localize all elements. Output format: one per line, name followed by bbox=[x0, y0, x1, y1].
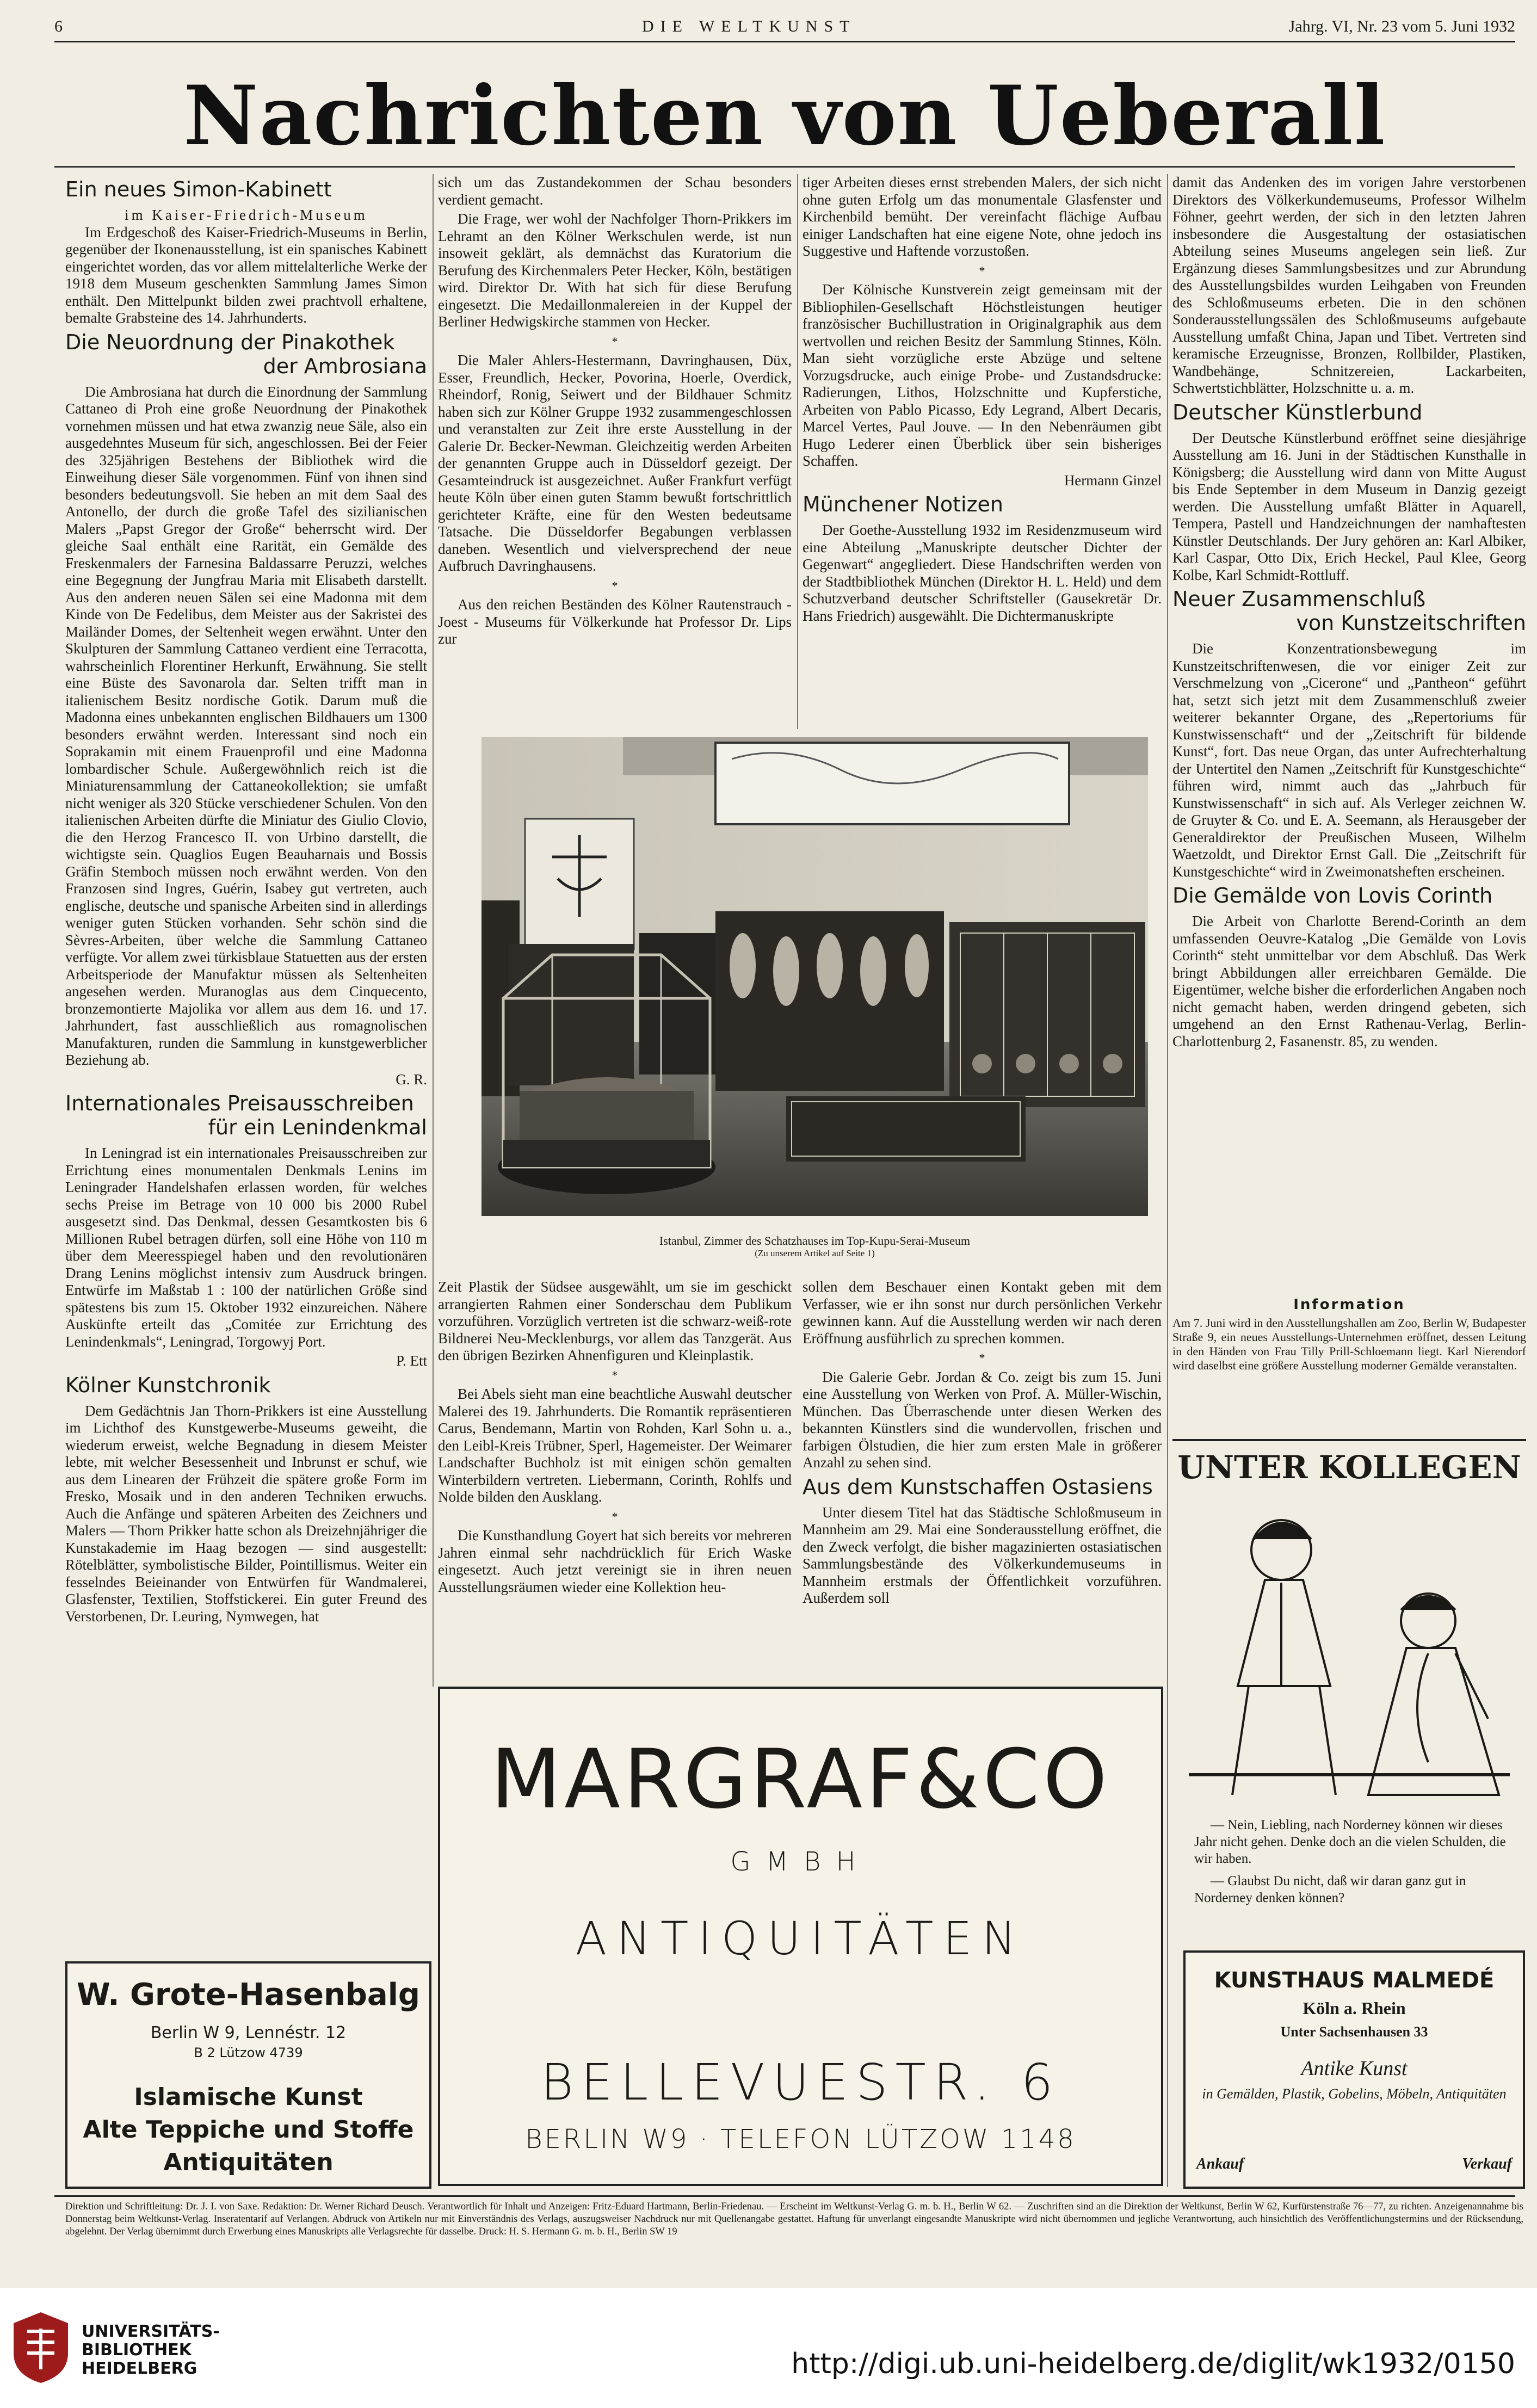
cartoon-title: UNTER KOLLEGEN bbox=[1177, 1449, 1521, 1486]
article-text: Dem Gedächtnis Jan Thorn-Prikkers ist eine Ausstellung im Lichthof des Kunstgewerbe-Museums geweiht, die wiederum erweist, welche Begnadung in diesem Meister lebte, mit welcher Besessenheit und Inbrunst er schuf, wie aus dem Linearen der Frühzeit die spätere große Form im Fresko, Mosaik und in den anderen Techniken erwuchs. Auch die Anfänge und späteren Arbeiten des Zeichners und Malers — Thorn Prikker hatte schon als Dreizehnjähriger die Kunstakademie im Haag bezogen — sind ausgestellt: Rötelblätter, symbolistische Bilder, Pointillismus. Weiter ein fesselndes Beieinander von Entwürfen für Wandmalerei, Glasfenster, Textilien, Stoffstickerei. Ein guter Freund des Verstorbenen, Dr. Leuring, Nymwegen, hat bbox=[65, 1402, 427, 1625]
article-text: Die Frage, wer wohl der Nachfolger Thorn-Prikkers im Lehramt an den Kölner Werkschulen werde, ist nun insoweit geklärt, als demnächst das Kuratorium die Berufung des Kirchenmalers Peter Hecker, Köln, bestätigen wird. Direktor Dr. With hat sich für diese Berufung eingesetzt. Die Medaillonmalereien in der Kuppel der Berliner Hedwigskirche stammen von Hecker. bbox=[438, 211, 792, 330]
article-text: Der Kölnische Kunstverein zeigt gemeinsam mit der Bibliophilen-Gesellschaft Höchstleistungen heutiger französischer Buchillustration in Originalgraphik aus dem wertvollen und reichen Besitz der Sammlung Stinnes, Köln. Man sieht vorzügliche erste Abzüge und seltene Vorzugsdrucke, auch einige Probe- und Zustandsdrucke: Radierungen, Lithos, Holzschnitte und Kupferstiche, Arbeiten von Pablo Picasso, Edy Legrand, Albert Decaris, Marcel Vertes, Paul Jouve. — In den Nebenräumen gibt Hugo Lederer einen Überblick über sein bisheriges Schaffen. bbox=[803, 281, 1162, 469]
article-text: Bei Abels sieht man eine beachtliche Auswahl deutscher Malerei des 19. Jahrhunderts. Die Romantik repräsentieren Carus, Bendemann, Martin von Rohden, Karl Sohn u. a., den Leibl-Kreis Trübner, Sperl, Hagemeister. Der Weimarer Landschafter Buchholz ist mit einigen schön gemalten Winterbildern vertreten. Liebermann, Corinth, Rohlfs und Nolde bilden den Ausklang. bbox=[438, 1386, 792, 1505]
cartoon-caption bbox=[1194, 1817, 1521, 1912]
ad-line: BERLIN W9 · TELEFON LÜTZOW 1148 bbox=[525, 2124, 1076, 2154]
article-signature: G. R. bbox=[396, 1071, 427, 1088]
title-line: für ein Lenindenkmal bbox=[208, 1115, 427, 1139]
caption-text: Istanbul, Zimmer des Schatzhauses im Top-Kupu-Serai-Museum bbox=[659, 1234, 971, 1248]
info-heading: Information bbox=[1293, 1296, 1405, 1313]
separator-star: * bbox=[612, 334, 618, 348]
library-name-line: BIBLIOTHEK bbox=[82, 2341, 192, 2360]
separator-star: * bbox=[612, 578, 618, 592]
source-url-link[interactable]: http://digi.ub.uni-heidelberg.de/diglit/wk1932/0150 bbox=[791, 2348, 1515, 2380]
separator-star: * bbox=[979, 1351, 985, 1364]
column-3-lower bbox=[803, 1279, 1162, 1687]
article-text: Die Kunsthandlung Goyert hat sich bereits vor mehreren Jahren einmal sehr nachdrücklich für Erich Waske eingesetzt. Auch jetzt vereinigt sie in ihren neuen Ausstellungsräumen wieder eine Kollektion heu- bbox=[438, 1527, 792, 1595]
article-title bbox=[65, 330, 427, 378]
running-head bbox=[54, 10, 1515, 42]
article-text: sollen dem Beschauer einen Kontakt geben mit dem Verfasser, wie er ihn sonst nur durch persönlichen Verkehr gewinnen kann. Auf die Ausstellung werden wir nach deren Eröffnung ausführlich zu sprechen kommen. bbox=[803, 1279, 1162, 1347]
cartoon-drawing bbox=[1172, 1490, 1526, 1806]
ad-line: B 2 Lützow 4739 bbox=[194, 2045, 303, 2060]
ad-kunsthaus-malmede bbox=[1183, 1950, 1525, 2189]
article-text: Die Ambrosiana hat durch die Einordnung der Sammlung Cattaneo di Proh eine große Neuordnung der Pinakothek vornehmen müssen und hat etwa zwanzig neue Säle, also ein ausgedehntes Museum für sich, angeschlossen. Bei der Feier des 325jährigen Bestehens der Bibliothek wird die Einweihung dieser Säle vorgenommen. Fünf von ihnen sind besonders bedeutungsvoll. Sie heben an mit dem Saal des Antonello, der durch die große Tafel des sizilianischen Malers „Papst Gregor der Große“ beherrscht wird. Der gleiche Saal enthält eine Rarität, ein Gemälde des Freskenmalers der Farnesina Baldassarre Peruzzi, welches eine Begegnung der Jungfrau Maria mit Elisabeth darstellt. Aus den anderen neuen Sälen sei eine Madonna mit dem Kinde von De Fedelibus, dem Meister aus der Sakristei des Mailänder Domes, der Seltenheit wegen erwähnt. Unter den Skulpturen der Sammlung Cattaneo verdient eine Terracotta, wahrscheinlich Florentiner Herkunft, Erwähnung. Sie stellt eine Büste des Savonarola dar. Selten trifft man in italienischem Besitz nordische Gotik. Darum muß die Madonna eines unbekannten englischen Bildhauers um 1300 besonders erwähnt werden. Interessant sind noch ein Soprakamin mit einem Frauenprofil und eine Madonna lombardischer Schule. Außergewöhnlich reich ist die Miniaturensammlung der Cattaneokollektion; sie umfaßt nicht weniger als 320 Stücke verschiedener Schulen. Von den italienischen Arbeiten dürfte die Miniatur des Giulio Clovio, die den Herzog Francesco II. von Urbino darstellt, die wichtigste sein. Quaglios Eugen Beauharnais und Bossis Gräfin Stemboch müssen noch erwähnt werden. Von den Franzosen sind Ingres, Guérin, Isabey gut vertreten, auch englische, deutsche und spanische Arbeiten sind in allerdings weniger guten Stücken vorhanden. Sehr schön sind die Sèvres-Arbeiten, über welche die Sammlung Cattaneo verfügte. Vor allem zwei türkisblaue Statuetten aus der ersten Arbeitsperiode der Manufaktur müssen als Seltenheiten angesehen werden. Muranoglas aus dem Cinquecento, bronzemontierte Majolika vor allem aus dem 16. und 17. Jahrhundert, fast ausschließlich aus romagnolischen Manufakturen, runden die Sammlung in kunstgewerblicher Beziehung ab. bbox=[65, 383, 427, 1068]
cartoon-unter-kollegen bbox=[1172, 1439, 1526, 1942]
article-title: Ein neues Simon-Kabinett bbox=[65, 177, 332, 201]
header-rule bbox=[54, 41, 1515, 42]
title-line: Neuer Zusammenschluß bbox=[1172, 587, 1426, 611]
ad-line: GMBH bbox=[730, 1847, 871, 1877]
article-text: tiger Arbeiten dieses ernst strebenden Malers, der sich nicht ohne guten Erfolg um das monumentale Glasfenster und Kirchenbild bemüht. Der vereinfacht flächige Aufbau einiger Landschaften hat eine eigene Note, ohne jedoch ins Suggestive und Haftende vorzustoßen. bbox=[803, 174, 1162, 259]
ad-line: ANTIQUITÄTEN bbox=[575, 1912, 1026, 1965]
library-name-line: UNIVERSITÄTS- bbox=[82, 2322, 220, 2341]
article-text: Unter diesem Titel hat das Städtische Schloßmuseum in Mannheim am 29. Mai eine Sonderausstellung eröffnet, die den Zweck verfolgt, die bisher magazinierten ostasiatischen Sammlungsbestände des Völkerkundemuseums in Mannheim erstmals der Öffentlichkeit vorzuführen. Außerdem soll bbox=[803, 1504, 1162, 1606]
title-line: von Kunstzeitschriften bbox=[1296, 611, 1526, 635]
photo-caption bbox=[482, 1234, 1148, 1259]
article-text: Im Erdgeschoß des Kaiser-Friedrich-Museums in Berlin, gegenüber der Ikonenausstellung, ist ein spanisches Kabinett eingerichtet worden, das vor allem mittelalterliche Werke der 1918 dem Museum geschenkten Sammlung James Simon enthält. Den Mittelpunkt bilden zwei prachtvoll erhaltene, bemalte Grabsteine des 14. Jahrhunderts. bbox=[65, 224, 427, 326]
article-title: Kölner Kunstchronik bbox=[65, 1373, 271, 1397]
article-text: Der Goethe-Ausstellung 1932 im Residenzmuseum wird eine Abteilung „Manuskripte deutscher Dichter der Gegenwart“ angegliedert. Diese Handschriften werden von der Stadtbibliothek München (Direktor H. L. Held) und dem Schutzverband deutscher Schriftsteller (Gausekretär Dr. Hans Friedrich) ausgewählt. Die Dichtermanuskripte bbox=[803, 522, 1162, 624]
ad-line: Ankauf bbox=[1196, 2156, 1244, 2172]
ad-line: Antike Kunst bbox=[1301, 2057, 1408, 2080]
article-text: In Leningrad ist ein internationales Preisausschreiben zur Errichtung eines monumentalen Denkmals Lenins im Leningrader Handelshafen erlassen worden, für welches sechs Preise im Betrage von 10 000 bis 2000 Rubel ausgesetzt sind. Das Denkmal, dessen Gesamtkosten bis 6 Millionen Rubel betragen dürfen, soll eine Höhe von 110 m über dem Meeresspiegel haben und den revolutionären Drang Lenins möglichst intensiv zum Ausdruck bringen. Entwürfe im Maßstab 1 : 100 der natürlichen Größe sind spätestens bis zum 15. Oktober 1932 einzureichen. Nähere Auskünfte erteilt das „Comitée zur Errichtung des Lenindenkmals“, Leningrad, Torgowyj Port. bbox=[65, 1145, 427, 1350]
footer-rule bbox=[54, 2195, 1515, 2197]
article-text: Die Konzentrationsbewegung im Kunstzeitschriftenwesen, die vor einiger Zeit zur Verschmelzung von „Cicerone“ und „Pantheon“ geführt hat, setzt sich jetzt mit dem Zusammenschluß zweier weiterer bekannter Organe, des „Repertoriums für Kunstwissenschaft“ und der „Zeitschrift für bildende Kunst“, fort. Das neue Organ, das unter Aufrechterhaltung der Untertitel den Namen „Zeitschrift für Kunstgeschichte“ führen wird, nimmt auch das „Jahrbuch für Kunstwissenschaft“ in sich auf. Als Verleger zeichnen W. de Gruyter & Co. und E. A. Seemann, als Herausgeber der Generaldirektor der Preußischen Museen, Wilhelm Waetzoldt, und Direktor Ernst Gall. Die „Zeitschrift für Kunstgeschichte“ wird in Zweimonatsheften erscheinen. bbox=[1172, 640, 1526, 880]
issue-info: Jahrg. VI, Nr. 23 vom 5. Juni 1932 bbox=[1288, 17, 1515, 35]
column-divider bbox=[1167, 174, 1168, 2187]
article-title: Die Gemälde von Lovis Corinth bbox=[1172, 884, 1493, 907]
article-text: Die Maler Ahlers-Hestermann, Davringhausen, Düx, Esser, Freundlich, Hecker, Povorina, Hoerle, Overdick, Rheindorf, Ronig, Seiwert und der Bildhauer Schmitz haben sich zur Kölner Gruppe 1932 zusammengeschlossen und veranstalten zur Zeit ihre erste Ausstellung in der Galerie Dr. Becker-Newman. Gleichzeitig werden Arbeiten der genannten Gruppe auch in Düsseldorf gezeigt. Der Gesamteindruck ist ausgezeichnet. Außer Frankfurt verfügt heute Köln über einen guten Stamm bewußt fortschrittlich gerichteter Kräfte, eine für den Westen bedeutsame Tatsache. Die Düsseldorfer Begabungen verblassen daneben. Wesentlich und vielversprechend der neue Aufbruch Davringhausens. bbox=[438, 352, 792, 574]
ad-line: KUNSTHAUS MALMEDÉ bbox=[1214, 1968, 1495, 1993]
library-footer bbox=[0, 2288, 1537, 2408]
cartoon-line: — Nein, Liebling, nach Norderney können wir dieses Jahr nicht gehen. Denke doch an die vielen Schulden, die wir haben. bbox=[1194, 1818, 1506, 1866]
ad-line: MARGRAF&CO bbox=[490, 1732, 1111, 1827]
ad-line: BELLEVUESTR. 6 bbox=[540, 2053, 1061, 2111]
article-text: Die Galerie Gebr. Jordan & Co. zeigt bis zum 15. Juni eine Ausstellung von Werken von Prof. A. Müller-Wischin, München. Das Überraschende unter diesen Werken des bekannten Künstlers sind die wundervollen, frischen und farbigen Ölstudien, die hier zum ersten Male in größerer Anzahl zu sehen sind. bbox=[803, 1368, 1162, 1471]
article-text: Zeit Plastik der Südsee ausgewählt, um sie im geschickt arrangierten Rahmen einer Sonderschau dem Publikum vorzuführen. Vorzüglich vertreten ist die schwarz-weiß-rote Bildnerei Neu-Mecklenburgs, vor allem das Tanzgerät. Aus den übrigen Bezirken Ahnenfiguren und Kleinplastik. bbox=[438, 1279, 792, 1363]
article-signature: P. Ett bbox=[396, 1353, 427, 1369]
page-number: 6 bbox=[54, 17, 63, 35]
article-subtitle: im Kaiser-Friedrich-Museum bbox=[125, 207, 368, 223]
info-text: Am 7. Juni wird in den Ausstellungshallen am Zoo, Berlin W, Budapester Straße 9, ein neues Ausstellungs-Unternehmen eröffnet, dessen Leitung in den Händen von Frau Tilly Prill-Schloemann liegt. Karl Nierendorf wird daselbst eine größere Ausstellung moderner Gemälde veranstalten. bbox=[1172, 1316, 1526, 1372]
ad-line: Verkauf bbox=[1462, 2156, 1512, 2172]
article-title: Münchener Notizen bbox=[803, 492, 1004, 516]
title-line: Die Neuordnung der Pinakothek bbox=[65, 330, 395, 354]
column-2 bbox=[438, 174, 792, 729]
column-1 bbox=[65, 174, 427, 1945]
library-seal-icon bbox=[11, 2310, 71, 2386]
library-logo bbox=[11, 2310, 239, 2397]
imprint: Direktion und Schriftleitung: Dr. J. I. von Saxe. Redaktion: Dr. Werner Richard Deusch. Verantwortlich für Inhalt und Anzeigen: Fritz-Eduard Hartmann, Berlin-Friedenau. — Erscheint im Weltkunst-Verlag G. m. b. H., Berlin W 62. — Zuschriften sind an die Direktion der Weltkunst, Berlin W 62, Kurfürstenstraße 76—77, zu richten. Anzeigenannahme bis Donnerstag beim Weltkunst-Verlag. Inseratentarif auf Verlangen. Abdruck von Artikeln nur mit Einverständnis des Verlags, auszugsweiser Nachdruck nur mit Quellenangabe gestattet. Haftung für unverlangt eingesandte Manuskripte wird nicht übernommen und jegliche Verantwortung, auch hinsichtlich des Veröffentlichungstermins und der Rücksendung, abgelehnt. Der Verlag übernimmt durch Erwerbung eines Manuskripts alle Verlagsrechte für dasselbe. Druck: H. S. Hermann G. m. b. H., Berlin SW 19 bbox=[65, 2201, 1523, 2237]
ad-line: in Gemälden, Plastik, Gobelins, Möbeln, Antiquitäten bbox=[1202, 2086, 1507, 2102]
library-name-line: HEIDELBERG bbox=[82, 2359, 197, 2378]
section-masthead: Nachrichten von Ueberall bbox=[183, 68, 1386, 164]
column-divider bbox=[433, 174, 434, 1687]
photo-image bbox=[482, 737, 1148, 1216]
ad-line: Alte Teppiche und Stoffe bbox=[83, 2116, 414, 2144]
column-4 bbox=[1172, 174, 1526, 1295]
masthead-rule bbox=[54, 166, 1515, 168]
separator-star: * bbox=[612, 1509, 618, 1523]
article-title bbox=[1172, 587, 1526, 635]
library-name bbox=[82, 2323, 220, 2378]
article-title bbox=[65, 1091, 427, 1139]
ad-grote-hasenbalg bbox=[65, 1961, 431, 2189]
publication-title: DIE WELTKUNST bbox=[642, 17, 856, 35]
ad-line: Islamische Kunst bbox=[134, 2083, 363, 2111]
article-text: Der Deutsche Künstlerbund eröffnet seine diesjährige Ausstellung am 16. Juni in der Städtischen Kunsthalle in Königsberg; die Ausstellung wird dann von Mitte August bis Ende September in dem Museum in Danzig gezeigt werden. Die Ausstellung umfaßt Blätter in Aquarell, Tempera, Pastell und Handzeichnungen der namhaftesten Künstler Deutschlands. Der Jury gehören an: Karl Albiker, Karl Caspar, Otto Dix, Erich Heckel, Paul Klee, Georg Kolbe, Karl Schmidt-Rottluff. bbox=[1172, 429, 1526, 583]
article-text: Die Arbeit von Charlotte Berend-Corinth an dem umfassenden Oeuvre-Katalog „Die Gemälde von Lovis Corinth“ steht unmittelbar vor dem Abschluß. Das Werk bringt Abbildungen aller erreichbaren Gemälde. Die Eigentümer, welche bisher die erforderlichen Angaben noch nicht gemacht haben, werden dringend gebeten, sich umgehend an den Ernst Rathenau-Verlag, Berlin-Charlottenburg 2, Fasanenstr. 85, zu wenden. bbox=[1172, 913, 1526, 1049]
information-box bbox=[1172, 1298, 1526, 1373]
museum-photo bbox=[482, 737, 1148, 1243]
article-text: Aus den reichen Beständen des Kölner Rautenstrauch - Joest - Museums für Völkerkunde hat Professor Dr. Lips zur bbox=[438, 596, 792, 647]
ad-line: Köln a. Rhein bbox=[1303, 1998, 1406, 2018]
column-divider bbox=[797, 174, 798, 729]
article-text: sich um das Zustandekommen der Schau besonders verdient gemacht. bbox=[438, 174, 792, 208]
article-title: Aus dem Kunstschaffen Ostasiens bbox=[803, 1474, 1153, 1499]
caption-note: (Zu unserem Artikel auf Seite 1) bbox=[755, 1248, 875, 1258]
ad-margraf bbox=[438, 1687, 1163, 2186]
separator-star: * bbox=[612, 1368, 618, 1382]
article-text: damit das Andenken des im vorigen Jahre verstorbenen Direktors des Völkerkundemuseums, Professor Wilhelm Föhner, geehrt werden, der sich in den letzten Jahren insbesondere die Ausgestaltung der ostasiatischen Abteilung seines Museums angelegen sein ließ. Zur Ergänzung dieses Sammlungsbesitzes und zur Abrundung des Ausstellungsbildes wurden Leihgaben von Freunden des Schloßmuseums erbeten. Die in den schönen Sonderausstellungssälen des Schloßmuseums aufgebaute Ausstellung umfaßt China, Japan und Tibet. Vertreten sind keramische Erzeugnisse, Bronzen, Rollbilder, Plastiken, Wandbehänge, Schnitzereien, Lackarbeiten, Schwertstichblätter, Holzschnitte u. a. m. bbox=[1172, 174, 1526, 396]
cartoon-line: — Glaubst Du nicht, daß wir daran ganz gut in Norderney denken können? bbox=[1194, 1874, 1466, 1905]
column-2-lower bbox=[438, 1279, 792, 1687]
ad-line: Antiquitäten bbox=[163, 2148, 334, 2176]
separator-star: * bbox=[979, 263, 985, 277]
column-3 bbox=[803, 174, 1162, 729]
article-title: Deutscher Künstlerbund bbox=[1172, 400, 1423, 424]
ad-line: Berlin W 9, Lennéstr. 12 bbox=[150, 2023, 347, 2042]
article-signature: Hermann Ginzel bbox=[1064, 472, 1162, 489]
title-line: der Ambrosiana bbox=[263, 354, 427, 378]
ad-line: W. Grote-Hasenbalg bbox=[76, 1977, 420, 2012]
title-line: Internationales Preisausschreiben bbox=[65, 1091, 414, 1115]
ad-line: Unter Sachsenhausen 33 bbox=[1280, 2024, 1428, 2040]
